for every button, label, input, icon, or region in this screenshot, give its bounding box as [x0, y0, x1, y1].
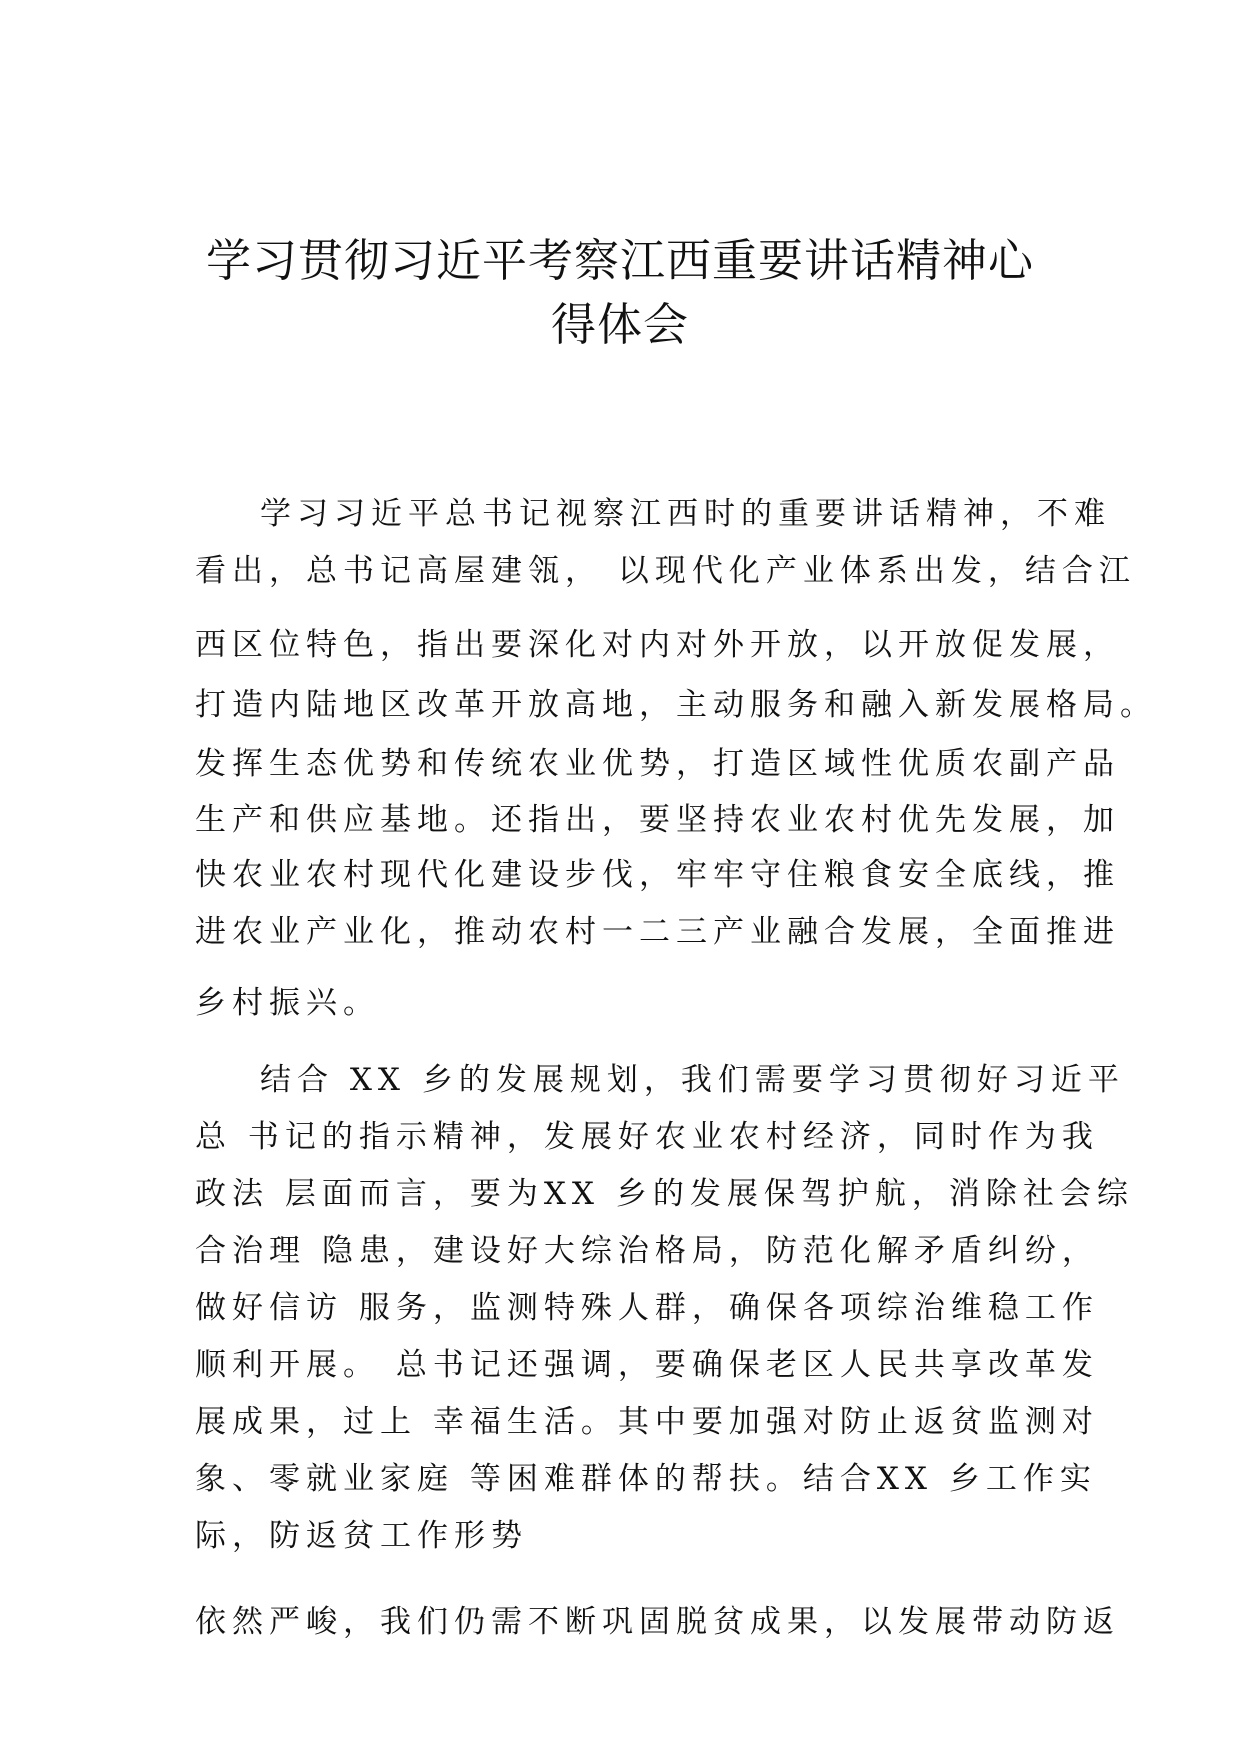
body-line: 象、零就业家庭 等困难群体的帮扶。结合XX 乡工作实	[195, 1461, 1097, 1497]
body-line: 展成果，过上 幸福生活。其中要加强对防止返贫监测对	[195, 1404, 1099, 1440]
body-line: 看出，总书记高屋建瓴， 以现代化产业体系出发，结合江	[195, 553, 1136, 589]
body-line: 乡村振兴。	[195, 985, 380, 1021]
body-line: 发挥生态优势和传统农业优势，打造区域性优质农副产品	[195, 746, 1120, 782]
body-line: 依然严峻，我们仍需不断巩固脱贫成果，以发展带动防返	[195, 1604, 1120, 1640]
body-line: 政法 层面而言，要为XX 乡的发展保驾护航，消除社会综	[195, 1176, 1134, 1212]
body-line: 打造内陆地区改革开放高地，主动服务和融入新发展格局。	[195, 687, 1157, 723]
body-line: 顺利开展。 总书记还强调，要确保老区人民共享改革发	[195, 1347, 1099, 1383]
body-line: 际，防返贫工作形势	[195, 1518, 528, 1554]
body-line: 结合 XX 乡的发展规划，我们需要学习贯彻好习近平	[260, 1062, 1125, 1098]
document-title-line-1: 学习贯彻习近平考察江西重要讲话精神心	[205, 234, 1034, 287]
body-line: 学习习近平总书记视察江西时的重要讲话精神，不难	[260, 496, 1111, 532]
body-line: 做好信访 服务，监测特殊人群，确保各项综治维稳工作	[195, 1290, 1099, 1326]
body-line: 总 书记的指示精神，发展好农业农村经济，同时作为我	[195, 1119, 1099, 1155]
body-line: 西区位特色，指出要深化对内对外开放，以开放促发展，	[195, 627, 1120, 663]
body-line: 快农业农村现代化建设步伐，牢牢守住粮食安全底线，推	[195, 857, 1120, 893]
body-line: 进农业产业化，推动农村一二三产业融合发展，全面推进	[195, 914, 1120, 950]
document-title-line-2: 得体会	[550, 298, 689, 351]
body-line: 合治理 隐患，建设好大综治格局，防范化解矛盾纠纷，	[195, 1233, 1099, 1269]
body-line: 生产和供应基地。还指出，要坚持农业农村优先发展，加	[195, 802, 1120, 838]
